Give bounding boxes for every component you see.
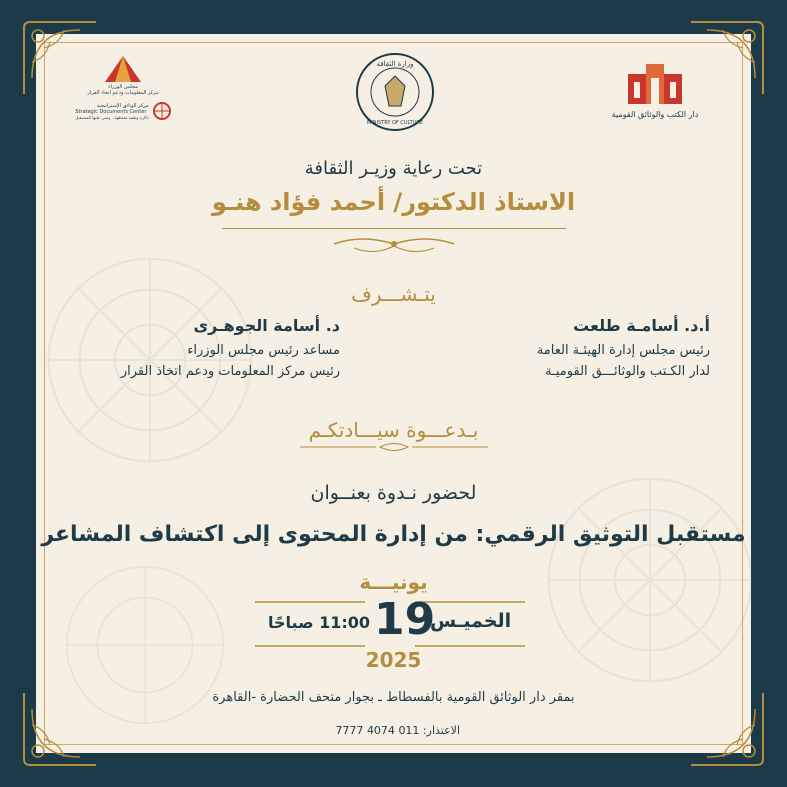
host-card-right — [470, 316, 710, 385]
building-logo-icon — [626, 62, 684, 106]
minister-name: الاستاذ الدكتور/ أحمد فؤاد هنـو — [211, 188, 576, 216]
rsvp-phone: الاعتذار: 011 4074 7777 — [335, 724, 460, 737]
event-year: 2025 — [365, 648, 422, 672]
cabinet-logos — [68, 54, 178, 120]
host-name: د. أسامة الجوهـرى — [193, 316, 340, 335]
seal-arabic-text: وزارة الثقافة — [376, 60, 414, 68]
cabinet-logo-text: مجلس الوزراء — [108, 84, 138, 90]
sdc-logo-tagline: ذاكرة وطنية نحفظها... ونبني عليها المستقبل — [75, 114, 149, 120]
event-venue: بمقر دار الوثائق القومية بالفسطاط ـ بجوار متحف الحضارة -القاهرة — [212, 690, 575, 705]
sdc-logo-text-en: Strategic Documents Center — [75, 108, 147, 115]
host-card-left — [100, 316, 340, 385]
host-title-line: رئيس مجلس إدارة الهيئـة العامة — [536, 343, 710, 358]
sdc-logo-text-ar: مركز الوثائق الإستراتيجية — [96, 102, 149, 109]
archives-logo-text: دار الكتب والوثائق القومية — [611, 110, 699, 119]
divider-ornament-icon — [330, 232, 458, 258]
event-time: 11:00 صباحًا — [268, 613, 371, 632]
seminar-title: مستقبل التوثيق الرقمي: من إدارة المحتوى إلى اكتشاف المشاعر — [41, 522, 746, 547]
event-day-name: الخميـس — [430, 610, 512, 632]
national-archives-logo — [605, 62, 705, 119]
attend-line: لحضور نـدوة بعنــوان — [310, 482, 477, 504]
host-title-line: رئيس مركز المعلومات ودعم اتخاذ القرار — [120, 364, 340, 379]
honored-by: يتـشـــرف — [351, 282, 436, 306]
event-month: يونيـــة — [359, 570, 428, 594]
host-title-line: لدار الكـتب والوثائـــق القوميـة — [545, 364, 710, 379]
header-divider — [222, 228, 566, 229]
patronage-line: تحت رعاية وزيـر الثقافة — [304, 158, 483, 179]
globe-logo-icon — [153, 102, 171, 120]
ministry-of-culture-seal-icon — [355, 52, 435, 132]
idsc-logo-text: مركز المعلومات ودعم اتخاذ القرار — [87, 90, 159, 96]
divider-ornament-icon — [296, 440, 492, 454]
host-title-line: مساعد رئيس مجلس الوزراء — [187, 343, 340, 358]
invitation-line: بـدعـــوة سيـــادتكـم — [308, 418, 479, 442]
pyramid-logo-icon — [103, 54, 143, 84]
host-name: أ.د. أسامـة طلعت — [573, 316, 710, 335]
seal-english-text: MINISTRY OF CULTURE — [366, 120, 424, 126]
event-day-number: 19 — [374, 594, 436, 645]
